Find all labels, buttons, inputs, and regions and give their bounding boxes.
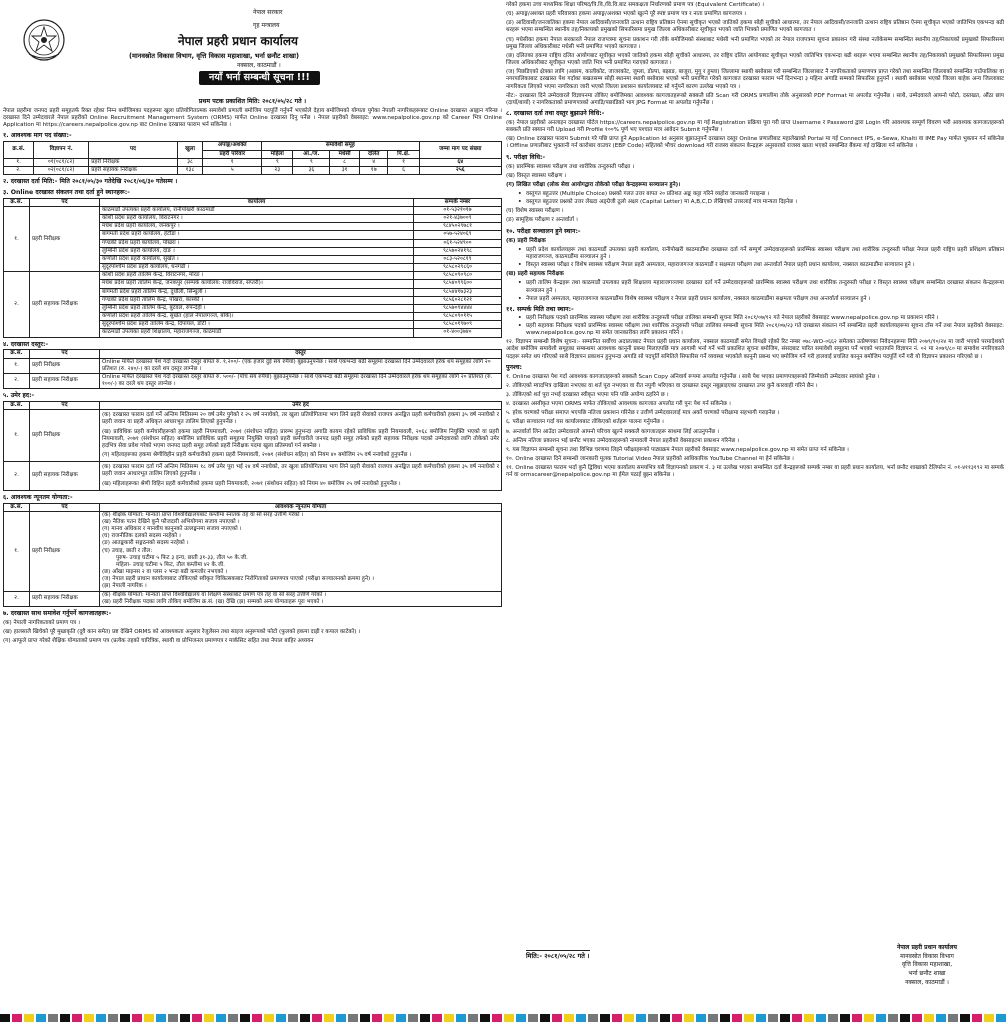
cell: १७ (359, 166, 388, 174)
exam-note-text: वस्तुगत बहुउत्तर प्रश्नको उत्तर लेख्दा अङ्ग्रेजी ठूलो अक्षर (Capital Letter) मा A,B,C,D लेखिएको उत्तरलाई मात्र मान्यता दिइनेछ । (526, 199, 797, 206)
phone-number: ९८५८०९०११५ (414, 313, 502, 321)
postscript-item: ९. यस विज्ञापन सम्बन्धी सूचना तथा विभिन्न चरणमा लिइने परीक्षाहरूको पाठ्यक्रम नेपाल प्रहरीको वेबसाइट www.nepalpolice.gov.np मा समेत प्राप्त गर्न सकिनेछ । (506, 446, 849, 453)
col-phone: सम्पर्क नम्बर (414, 198, 502, 206)
signature-line: वृत्ति विकास महाशाखा, (901, 961, 953, 969)
exam-venue: • प्रहरी प्रदेश कार्यालयहरू तथा काठमाडौं उपत्यका प्रहरी कार्यालय, रानीपोखरी काठमाडौंमा दरखास्त दर्ता गर्ने सम्पूर्ण उम्मेदवारहरूको प्रारम्भिक स्वास्थ्य परीक्षण तथा शारीरिक तन्दुरुस्ती परीक्षा नेपाल प्रहरी राष्ट्रिय प्रहरी प्रशिक्षण प्रतिष्ठान महाराजगञ्ज, काठमाडौंमा सञ्चालन हुने । (518, 246, 1004, 260)
col-sn: क्र.सं. (4, 350, 30, 358)
exam-venue: • नेपाल प्रहरी अस्पताल, महाराजगञ्ज काठमाडौंमा विशेष स्वास्थ्य परीक्षण र नेपाल प्रहरी प्रधान कार्यालय, नक्साल काठमाडौंमा सक्षमता परीक्षण तथा अन्तर्वार्ता सञ्चालन हुने । (518, 296, 1004, 303)
postscript-item: ४. दरखास्त अस्वीकृत भएमा ORMS मार्फत तोकिएको आवश्यक कागजात अपलोड गरी पुनः पेश गर्न सकिनेछ । (506, 401, 731, 408)
postscript-item: ८. अन्तिम नतिजा प्रकाशन भई छनौट भएका उम्मेदवारहरूको नामावली नेपाल प्रहरीको वेबसाइटमा प्रकाशन गरिनेछ । (506, 437, 740, 444)
cell: २. (4, 272, 30, 337)
phone-number: ०२१-४३७००९ (414, 215, 502, 223)
qualification-item: (क) शैक्षिक योग्यता: मान्यता प्राप्त विश्वविद्यालयबाट कम्तीमा स्नातक तह वा सो सरह उत्तीर्ण गरेको । (102, 511, 304, 518)
exam-venue-group: (ख) प्रहरी सहायक निरीक्षक (506, 271, 564, 278)
notice-date: मिति:- २०८१/०५/२८ गते । (526, 952, 590, 960)
col-post: पद (30, 503, 100, 511)
col-open: खुला (177, 142, 203, 158)
postscript-item: ६. परीक्षा सञ्चालन गर्दा यस कार्यालयबाट तोकिएको शर्तहरू पालना गर्नुपर्नेछ । (506, 419, 664, 426)
age-rule: (ख) महिलाहरूका श्रेणी विहिन प्रहरी कर्मचारीको हकमा प्रहरी नियमावली, २०७१ (संशोधन सहित) को नियम ४० बमोजिम २५ वर्ष ननाघेको हुनुपर्नेछ । (102, 480, 401, 487)
signature-block (852, 944, 1002, 987)
col-police-family: प्रहरी परिवार (203, 150, 262, 158)
cell: २. (4, 373, 30, 388)
cell: प्रहरी निरीक्षक (30, 207, 100, 272)
office-name: मधेश प्रदेश प्रहरी कार्यालय, जनकपुर । (100, 223, 414, 231)
cell: प्रहरी सहायक निरीक्षक (89, 166, 177, 174)
cell (100, 511, 502, 591)
table-row (4, 511, 502, 591)
cell: ३६ (293, 166, 330, 174)
table-row (4, 462, 502, 490)
table-row (4, 166, 502, 174)
col-madhesi: मधेसी (330, 150, 360, 158)
col-backward: पि.क्षे. (388, 150, 419, 158)
fee-table (3, 349, 502, 389)
cell: २. (4, 462, 30, 490)
cell: ०१(०८१/८२) (34, 158, 89, 166)
col-post: पद (89, 142, 177, 158)
cell: प्रहरी सहायक निरीक्षक (30, 591, 100, 606)
phone-number: ०८३-५२०८१९ (414, 255, 502, 263)
office-name: सुदूरपश्चिम प्रदेश प्रहरी तालिम केन्द्र, दिपायल, डोटी । (100, 321, 414, 329)
section-10-heading: १०. परीक्षा सञ्चालन हुने स्थान:- (506, 227, 581, 235)
right-column (506, 0, 1004, 1010)
office-name: कर्णाली प्रदेश प्रहरी कार्यालय, सुर्खेत । (100, 255, 414, 263)
table-row (4, 591, 502, 606)
cell: १. (4, 410, 30, 462)
col-post: पद (30, 198, 100, 206)
document-item: गरेको हकमा उच्च माध्यमिक शिक्षा परिषद/त्रि.वि./वि.वि.बाट समकक्षता निर्धारणको प्रमाण पत्र (Equivalent Certificate) । (506, 2, 764, 8)
table-row (4, 158, 502, 166)
nepal-police-emblem-icon (21, 18, 67, 62)
cell: ९ (262, 158, 293, 166)
phone-number: ९८५८०९०९८० (414, 272, 502, 280)
qualification-item: (च) उचाइ, छाती र तौल: (102, 547, 153, 554)
phone-number: ०१-४००३७४० (414, 329, 502, 337)
age-rule: (ग) महिलाहरूका हकमा श्रेणीविहीन प्रहरी कर्मचारीको हकमा प्रहरी नियमावली, २०७१ (संशोधन सहित) को नियम ४० बमोजिम २५ वर्ष ननाघेको हुनुपर्नेछ । (102, 452, 412, 459)
government-label: नेपाल सरकार (253, 9, 283, 16)
collection-centers-table (3, 198, 502, 338)
contact-info-text: प्रहरी सहायक निरीक्षक पदको प्रारम्भिक स्वास्थ्य परीक्षण तथा शारीरिक तन्दुरुस्ती परीक्षा तालिका सम्बन्धी सूचना मिति २०८१/०७/२३ गते दरखास्त संकलन गर्ने सम्बन्धित प्रहरी कार्यालयहरूमा सूचना टाँस गर्ने तथा नेपाल प्रहरीको वेबसाइट: www.nepalpolice.gov.np मा समेत जानकारीका लागि प्रकाशन गरिने । (526, 322, 1004, 337)
phone-number: ९८५८०२९८६० (414, 264, 502, 272)
cell: १. (4, 358, 30, 373)
phone-number: ९८५४०९९६०० (414, 280, 502, 288)
cell: प्रहरी निरीक्षक (30, 410, 100, 462)
exam-method: (ख) विस्तृत स्वास्थ्य परीक्षण । (506, 172, 567, 179)
qualification-item: (क) शैक्षिक योग्यता: मान्यता प्राप्त विश्वविद्यालय वा शिक्षण संस्थाबाट प्रमाण पत्र तह वा सो सरह उत्तीर्ण गरेको । (102, 591, 327, 598)
cell: प्रहरी सहायक निरीक्षक (30, 373, 100, 388)
cell: १. (4, 511, 30, 591)
color-stripe (0, 1014, 1008, 1022)
exam-method: (घ) विशेष स्वास्थ्य परीक्षण । (506, 208, 564, 215)
col-sn: क्र.सं. (4, 198, 30, 206)
section-1-heading: १. आवश्यक माग पद संख्या:- (3, 132, 72, 140)
postscript-item: ५. हरेक चरणको परीक्षा समाप्त भएपछि नतिजा प्रकाशन गरिनेछ र उत्तीर्ण उम्मेदवारलाई मात्र अर्को चरणको परीक्षामा सहभागी गराइनेछ । (506, 410, 780, 417)
cell: १३८ (177, 166, 203, 174)
exam-venue-text: नेपाल प्रहरी अस्पताल, महाराजगञ्ज काठमाडौंमा विशेष स्वास्थ्य परीक्षण र नेपाल प्रहरी प्रधान कार्यालय, नक्साल काठमाडौंमा सक्षमता परीक्षण तथा अन्तर्वार्ता सञ्चालन हुने । (526, 295, 871, 302)
section-11-heading: ११. सम्पर्क मिति तथा स्थान:- (506, 305, 574, 313)
exam-venue-group: (क) प्रहरी निरीक्षक (506, 237, 546, 244)
section-9-heading: ९. परीक्षा विधि:- (506, 153, 546, 161)
cell: ६ (388, 166, 419, 174)
section-4-heading: ४. दरखास्त दस्तुर:- (3, 340, 49, 348)
cell: ६४ (419, 158, 501, 166)
contact-info: • प्रहरी निरीक्षक पदको प्रारम्भिक स्वास्थ्य परीक्षण तथा शारीरिक तन्दुरुस्ती परीक्षा तालिका सम्बन्धी सूचना मिति २०८१/०७/१२ गते नेपाल प्रहरीको वेबसाइट www.nepalpolice.gov.np मा प्रकाशन गरिने । (518, 315, 1004, 322)
office-name: सुदूरपश्चिम प्रदेश प्रहरी कार्यालय, धनगढी । (100, 264, 414, 272)
cell: ४ (359, 158, 388, 166)
cell: Online मार्फत दरखास्त पेश गर्दा दरखास्त दस्तुर बापत रु. १,२००/- (एक हजार दुई सय रुपैयाँ) बुझाउनुपर्नेछ । साथै एकभन्दा बढी समूहमा दरखास्त दिने उम्मेदवारले हरेक थप समूहका लागि २० प्रतिशत (रु. २४०/-) का दरले थप दस्तुर लाग्नेछ । (100, 358, 502, 373)
signature-line: नक्साल, काठमाडौं । (905, 978, 949, 986)
office-name: लुम्बिनी प्रदेश प्रहरी कार्यालय, दाङ । (100, 247, 414, 255)
col-ad-no: विज्ञापन नं. (34, 142, 89, 158)
application-step: (क) नेपाल प्रहरीको अनलाइन दरखास्त पोर्टल https://careers.nepalpolice.gov.np मा गई Registration प्रक्रिया पूरा गरी प्राप्त Username र Password द्वारा Login गरि आवश्यक सम्पूर्ण विवरण भरी आवश्यक कागजातहरूको सक्कलै प्रति स्क्यान गरी Upload गरी Profile १००% पूर्ण भए पश्चात मात्र आवेदन Submit गर्नुपर्नेछ । (506, 119, 1004, 134)
document-item: (क) नेपाली नागरिकताको प्रमाण पत्र । (3, 619, 81, 626)
left-column (3, 0, 502, 1010)
postscript-item: २. तोकिएको म्यादभित्र दाखिला नभएका वा शर्त पूरा नभएका वा रीत नपुगी भरिएका वा दरखास्त दस्तुर नबुझाइएका दरखास्त उपर कुनै कारवाही गरिने छैन । (506, 382, 818, 389)
postscript-item: ११. Online दरखास्त फाराम भर्दा कुनै द्विविधा भएमा कार्यालय समयभित्र यसै विज्ञापनको प्रकरण नं. ३ मा उल्लेख भएका सम्बन्धित दर्ता केन्द्रहरूको सम्पर्क नम्बर वा प्रहरी प्रधान कार्यालय, भर्ना छनौट शाखाको टेलिफोन नं. ०१-४११३१९२ मा सम्पर्क गर्न वा ormscareer@nepalpolice.gov.np मा ईमेल पठाई बुझ्न सकिनेछ । (506, 465, 1004, 479)
col-post: पद (30, 350, 100, 358)
office-name: कर्णाली प्रदेश प्रहरी तालिम केन्द्र, सुर्खेत (हाल नेपालगञ्ज, बाँके)। (100, 313, 414, 321)
col-post: पद (30, 402, 100, 410)
cell: Online मार्फत दरखास्त पेश गर्दा दरखास्त दस्तुर बापत रु. ५००/- (पाँच सय रुपैयाँ) बुझाउनुपर्नेछ । साथै एकभन्दा बढी समूहमा दरखास्त दिने उम्मेदवारले हरेक थप समूहका लागि २० प्रतिशत (रु. १००/-) का दरले थप दस्तुर लाग्नेछ । (100, 373, 502, 388)
phone-number: ९८५७०२४१९८ (414, 247, 502, 255)
signature-line: भर्ना छनौट शाखा (908, 970, 946, 978)
contact-info: • प्रहरी सहायक निरीक्षक पदको प्रारम्भिक स्वास्थ्य परीक्षण तथा शारीरिक तन्दुरुस्ती परीक्षा तालिका सम्बन्धी सूचना मिति २०८१/०७/२३ गते दरखास्त संकलन गर्ने सम्बन्धित प्रहरी कार्यालयहरूमा सूचना टाँस गर्ने तथा नेपाल प्रहरीको वेबसाइट: www.nepalpolice.gov.np मा समेत जानकारीका लागि प्रकाशन गरिने । (518, 322, 1004, 337)
cell: २. (4, 166, 34, 174)
qualification-item: (ख) प्रहरी निरीक्षक पदका लागि तोकिए बमोजिम क्र.सं. (ख) देखि (झ) सम्मको अन्य योग्यताहरू पूरा भएको । (102, 598, 324, 605)
postscript-list (506, 374, 1004, 480)
office-name: लुम्बिनी प्रदेश प्रहरी तालिम केन्द्र, बुटवल, रुपन्देही । (100, 304, 414, 312)
cell: २५६ (419, 166, 501, 174)
section-3-heading: ३. Online दरखास्त संकलन तथा दर्ता हुने स्थानहरू:- (3, 188, 130, 196)
qualification-item: महिला- उचाइ घटीमा ५ फिट, तौल कम्तीमा ४२ के.जी. (116, 561, 225, 568)
print-color-bar (0, 1012, 1008, 1024)
table-row (4, 410, 502, 462)
exam-venue-text: प्रहरी तालिम केन्द्रहरू तथा काठमाडौं उपत्यका प्रहरी शिक्षालय महाराजगञ्जमा दरखास्त दर्ता गर्ने उम्मेदवारहरूको प्रारम्भिक स्वास्थ्य परीक्षण तथा शारीरिक तन्दुरुस्ती परीक्षा र विस्तृत स्वास्थ्य परीक्षण सम्बन्धित दरखास्त संकलन केन्द्रहरूमा सञ्चालन हुने । (526, 280, 1004, 294)
exam-venue-text: विस्तृत स्वास्थ्य परीक्षा र विशेष स्वास्थ्य परीक्षण नेपाल प्रहरी अस्पताल, महाराजगञ्ज काठमाडौं र सक्षमता परीक्षण तथा अन्तर्वार्ता नेपाल प्रहरी प्रधान कार्यालय, नक्साल काठमाडौंमा सञ्चालन हुने । (526, 262, 915, 269)
age-rule: (क) दरखास्त फाराम दर्ता गर्ने अन्तिम मितिसम्म २० वर्ष उमेर पुगेको र २५ वर्ष ननाघेको, तर खुला प्रतियोगितामा भाग लिने प्रहरी सेवाको राजपत्र अनङ्कित प्रहरी कर्मचारीको हकमा ३५ वर्ष ननाघेको र प्रहरी जवान वा प्रहरी अधिकृत आधारभूत तालिम लिएको हुनुपर्नेछ । (102, 412, 499, 426)
office-name: कोशी प्रदेश प्रहरी कार्यालय, विराटनगर । (100, 215, 414, 223)
exam-method: (ग) लिखित परीक्षा (लोक सेवा आयोगद्वारा तोकेको परीक्षा केन्द्रहरूमा सञ्चालन हुने)। (506, 181, 681, 188)
cell: १ (388, 158, 419, 166)
application-step: (ख) Online दरखास्त फाराम Submit गरे पछि प्राप्त हुने Application Id अनुसार बुझाउनुपर्ने दरखास्त दस्तुर Online प्रणालीबाट महालेखाको Portal मा गई Connect IPS, e-Sewa, Khalti वा IME Pay मार्फत भुक्तान गर्न सकिनेछ । Offline प्रणालीबाट भुक्तानी गर्न कारोबार वाउचर (EBP Code) सहितको भौचर download गरी राजस्व संकलन केन्द्रहरू अनुसारको राजस्व खाता भएको सम्बन्धित बैंकमा गई दाखिला गर्न सकिनेछ । (506, 136, 1004, 150)
postscript-heading: पुनश्च: (506, 363, 522, 371)
document-item: (ज) पिछडिएको क्षेत्रका लागि (अछाम, कालीकोट, जाजरकोट, जुम्ला, डोल्पा, बझाङ, बाजुरा, मुगु र हुम्ला) जिल्लामा स्थायी बसोबास गरी सम्बन्धित जिल्लाबाट नै नागरिकताको प्रमाणपत्र प्राप्त गरेको तथा सम्बन्धित जिल्लाको सम्बन्धित गाउँपालिका वा नगरपालिकाबाट दरखास्त पेश गर्दाका बखतसम्म सोही स्थानमा स्थायी बसोबास भएको भनी प्रमाणित गरेको कागजात दरखास्त फाराम भर्ने दिनभन्दा ३ महिना अगाडि सम्मको सिफारिस हुनुपर्ने । स्थायी बसोबास भएको जिल्ला बाहेक अन्य जिल्लाबाट नागरिकता लिएको भएमा नागरिकता जारी भएको जिल्ला प्रशासन कार्यालयबाट सो गर्नुपर्ने कारण उल्लेख भएको पत्र । (506, 69, 1004, 90)
document-item: (घ) अपाङ्ग/अशक्त प्रहरी परिवारका हकमा अपाङ्ग/अशक्त भएको खुल्ने पूरै स्पष्ट प्रमाण पत्र र नाता प्रमाणित कागजपत्र । (506, 11, 746, 18)
col-fee: दस्तुर (100, 350, 502, 358)
cell: ९ (293, 158, 330, 166)
cell: प्रहरी सहायक निरीक्षक (30, 462, 100, 490)
cell: २३ (262, 166, 293, 174)
notice-header (3, 0, 502, 96)
col-dalit: दलित (359, 150, 388, 158)
phone-number: ९८५७०९४४४४ (414, 304, 502, 312)
exam-note: • वस्तुगत बहुउत्तर प्रश्नको उत्तर लेख्दा अङ्ग्रेजी ठूलो अक्षर (Capital Letter) मा A,B,C,D लेखिएको उत्तरलाई मात्र मान्यता दिइनेछ । (518, 199, 1004, 206)
qualification-item: (झ) नेपाली नागरिक । (102, 583, 147, 590)
col-sn: क्र.सं. (4, 402, 30, 410)
age-limit-table (3, 401, 502, 491)
phone-number: ९८५६०२८१२१ (414, 296, 502, 304)
col-inclusive: समावेशी समूह (262, 142, 419, 150)
document-item: (ग) आफूले प्राप्त गरेको शैक्षिक योग्यताको प्रमाण पत्र (प्रत्येक तहको चारित्रिक, स्थायी वा प्रोभिजनल प्रमाणपत्र र मार्कसिट सहित तथा नेपाल बाहिर अध्ययन (3, 638, 314, 645)
cell: प्रहरी निरीक्षक (30, 511, 100, 591)
cell (100, 462, 502, 490)
table-row (4, 207, 502, 215)
office-name: बागमती प्रदेश प्रहरी तालिम केन्द्र, दुधौली, सिन्धुली । (100, 288, 414, 296)
exam-venue-text: प्रहरी प्रदेश कार्यालयहरू तथा काठमाडौं उपत्यका प्रहरी कार्यालय, रानीपोखरी काठमाडौंमा दरखास्त दर्ता गर्ने सम्पूर्ण उम्मेदवारहरूको प्रारम्भिक स्वास्थ्य परीक्षण तथा शारीरिक तन्दुरुस्ती परीक्षा नेपाल प्रहरी राष्ट्रिय प्रहरी प्रशिक्षण प्रतिष्ठान महाराजगञ्ज, काठमाडौंमा सञ्चालन हुने । (526, 246, 1004, 260)
section-2-heading: २. दरखास्त दर्ता मिति:- मिति २०८१/०५/३० गतेदेखि २०८१/०६/३० गतेसम्म । (3, 177, 178, 185)
cell (100, 410, 502, 462)
phone-number: ०१-५३२१०१७ (414, 207, 502, 215)
exam-note-text: वस्तुगत बहुउत्तर (Multiple Choice) प्रश्नको गलत उत्तर बापत २० प्रतिशत अङ्क कट्टा गरिने व्यहोरा जानकारी गराइन्छ । (526, 191, 770, 197)
col-office: कार्यालय (100, 198, 414, 206)
office-name: कोशी प्रदेश प्रहरी तालिम केन्द्र, विराटनगर, मोरङ । (100, 272, 414, 280)
special-notice: १२. विज्ञापन सम्बन्धी विशेष सूचना:- सम्मानित सर्वोच्च अदालतबाट नेपाल प्रहरी प्रधान कार्यालय, नक्साल काठमाडौं समेत विपक्षी रहेको रिट नम्बर ०७८-WO-०६६२ समेतका उत्प्रेषणका निवेदनहरूमा मिति २०७९/१०/२४ मा जारी भएको परमादेशको आदेश बमोजिम समावेशी समूहका सम्बन्धमा आवश्यक कानूनी प्रबन्ध मिलाएपछि मात्र आगामी भर्ना गर्ने भनी प्रकाशित सूचना बमोजिम, संसदबाट पारित समावेशी समूहमा पर्ने भएको भएतापनि विज्ञापन नं. ०२ मा २०७९/८० मा समावेश नगरिएकाले पदहरू समेत थप गरिएको साथै विज्ञापन प्रकाशन हुनुभन्दा अगाडि सो पदपूर्ति समितिले सिफारिस गर्ने व्यवस्था भएकोले कानूनी प्रबन्ध भए बमोजिम गर्ने गरी हालवाई प्रचलित कानून बमोजिम पदपूर्ति गर्ने गरी यो विज्ञापन प्रकाशन गरिएको छ । (506, 339, 1004, 360)
cell: १. (4, 158, 34, 166)
office-subtitle: (मानवस्रोत विकास विभाग, वृत्ति विकास महाशाखा, भर्ना छनौट शाखा) (129, 52, 299, 60)
cell: प्रहरी निरीक्षक (30, 358, 100, 373)
cell: ५ (203, 166, 262, 174)
table-row (4, 373, 502, 388)
section-6-heading: ६. आवश्यक न्यूनतम योग्यता:- (3, 493, 73, 501)
col-sn: क्र.सं. (4, 142, 34, 158)
col-total: जम्मा माग पद संख्या (419, 142, 501, 158)
office-name: गण्डकी प्रदेश प्रहरी कार्यालय, पोखरा । (100, 239, 414, 247)
note-paragraph: नोट:- दरखास्त दिने उम्मेदवारले विज्ञापनमा तोकिए बमोजिमका आवश्यक कागजातहरूको सक्कलै प्रति Scan गरी ORMS प्रणालीमा तोके अनुसारको PDF Format मा अपलोड गर्नुपर्नेछ । साथै, उम्मेदवारले आफ्नो फोटो, दस्तखत, औंठा छाप (दायाँ/बायाँ) र नागरिकताको प्रमाणपत्रको अगाडि/पछाडिको भाग JPG Format मा अपलोड गर्नुपर्नेछ । (506, 92, 1004, 106)
cell: ३१ (330, 166, 360, 174)
exam-venue: • विस्तृत स्वास्थ्य परीक्षा र विशेष स्वास्थ्य परीक्षण नेपाल प्रहरी अस्पताल, महाराजगञ्ज काठमाडौं र सक्षमता परीक्षण तथा अन्तर्वार्ता नेपाल प्रहरी प्रधान कार्यालय, नक्साल काठमाडौंमा सञ्चालन हुने । (518, 262, 1004, 269)
exam-method: (क) प्रारम्भिक स्वास्थ्य परीक्षण तथा शारीरिक तन्दुरुस्ती परीक्षा । (506, 163, 635, 170)
office-name: काठमाडौं उपत्यका प्रहरी शिक्षालय, महाराजगञ्ज, काठमाडौं (100, 329, 414, 337)
qualification-item: (ज) नेपाल प्रहरी प्राधान कार्यालयबाट तोकिएको स्वीकृत चिकित्सकबाट निरोगिताको प्रमाणपत्र पाएको (परीक्षा सञ्चालनको क्रममा हुने) । (102, 576, 375, 583)
notice-banner: नयाँ भर्ना सम्बन्धी सूचना !!! (199, 71, 320, 85)
exam-method: (ङ) सामूहिक परीक्षण र अन्तर्वार्ता । (506, 217, 578, 224)
phone-number: ९८५८०१९७०९ (414, 321, 502, 329)
age-rule: (ख) प्राविधिक प्रहरी कर्मचारीहरूको हकमा प्रहरी नियमावली, २०७१ (संशोधन सहित) प्रारम्भ हुनुभन्दा अगाडि कायम रहेको प्राविधिक प्रहरी नियमावली, २०६८ बमोजिम नियुक्ति भएको वा प्रहरी नियमावली, २०७१ (संशोधन सहित) बमोजिम प्राविधिक प्रहरी समूहमा नियुक्ति पाएको प्रहरी कर्मचारीले जनपद प्रहरी समूह तर्फको प्रहरी सहायक निरीक्षक पदको उम्मेदवारको लागि तोकेको उमेर हदभित्र सेवा प्रवेश गरेको भएमा जनपद प्रहरी समूह तर्फको प्रहरी निरीक्षक पदमा खुला प्रतिस्पर्धा गर्न सक्नेछ । (102, 428, 499, 449)
ministry-label: गृह मन्त्रालय (253, 22, 280, 29)
publication-date: प्रथम पटक प्रकाशित मिति: २०८१/०५/२८ गते । (198, 98, 307, 105)
cell: ०२(०८१/८२) (34, 166, 89, 174)
cell: प्रहरी सहायक निरीक्षक (30, 272, 100, 337)
phone-number: ९८४५०२९७८१ (414, 223, 502, 231)
office-name: मधेश प्रदेश प्रहरी तालिम केन्द्र, जनकपुर (सम्पर्क कार्यालय: राजविराज, सप्तरी)। (100, 280, 414, 288)
contact-info-text: प्रहरी निरीक्षक पदको प्रारम्भिक स्वास्थ्य परीक्षण तथा शारीरिक तन्दुरुस्ती परीक्षा तालिका सम्बन्धी सूचना मिति २०८१/०७/१२ गते नेपाल प्रहरीको वेबसाइट www.nepalpolice.gov.np मा प्रकाशन गरिने । (526, 314, 939, 321)
signature-line: मानवस्रोत विकास विभाग (900, 952, 954, 960)
col-aj: आ./ज. (293, 150, 330, 158)
qualification-item: पुरुष- उचाइ घटीमा ५ फिट ३ इन्च, छाती ३१-३३, तौल ५० के.जी. (116, 554, 248, 561)
office-title: नेपाल प्रहरी प्रधान कार्यालय (178, 34, 298, 48)
phone-number: ०६१-५२४९०० (414, 239, 502, 247)
phone-number: ९८५४४१७३२३ (414, 288, 502, 296)
table-row (4, 272, 502, 280)
qualification-item: (छ) आँखा माइनस २ वा प्लस २ भन्दा बढी कमजोर नभएको । (102, 569, 228, 576)
exam-note: • वस्तुगत बहुउत्तर (Multiple Choice) प्रश्नको गलत उत्तर बापत २० प्रतिशत अङ्क कट्टा गरिने व्यहोरा जानकारी गराइन्छ । (518, 191, 1004, 198)
section-8-heading: ८. दरखास्त दर्ता तथा दस्तुर बुझाउने विधि:- (506, 110, 605, 118)
document-item: (च) मधेसीका हकमा नेपाल सरकारले नेपाल राजपत्रमा सूचना प्रकाशन गरी तोके बमोजिमको संस्थाबाट मधेसी भनी प्रमाणित भएको तर नेपाल राजपत्रमा सूचना प्रकाशन गरी संस्था नतोकेसम्म सम्बन्धित स्थानीय तह/निकायको प्रमुखको सिफारिसमा प्रमुख जिल्ला अधिकारीबाट मधेसी भनी प्रमाणित भएको कागजात । (506, 36, 1004, 50)
section-7-heading: ७. दरखास्त साथ समावेश गर्नुपर्ने कागजातहरू:- (3, 609, 112, 617)
qualification-item: (ङ) आतङ्ककारी सङ्गठनको सदस्य नरहेको । (102, 540, 189, 547)
cell: ८ (330, 158, 360, 166)
vacancy-table (3, 141, 502, 175)
intro-paragraph: नेपाल प्रहरीमा जनपद प्रहरी समूहतर्फ रिक्त रहेका निम्न बमोजिमका पदहरूमा खुला प्रतियोगितात्मक समावेशी प्रणाली बमोजिम पदपूर्ति गर्नुपर्ने भएकोले देहाय बमोजिमको योग्यता पुगेका नेपाली नागरिकहरूबाट Online दरखास्त आह्वान गरिन्छ । दरखास्त दिने उम्मेदवारले नेपाल प्रहरीको Online Recruitment Management System (ORMS) मार्फत Online दरखास्त दिनु पर्नेछ । नेपाल प्रहरीको वेबसाइट: www.nepalpolice.gov.np को Career भित्र Online Application मा https://careers.nepalpolice.gov.np बाट Online दरखास्त फाराम भर्न सकिनेछ । (3, 107, 502, 129)
cell: १ (203, 158, 262, 166)
col-age: उमेर हद (100, 402, 502, 410)
section-5-heading: ५. उमेर हद:- (3, 392, 35, 400)
postscript-item: ३. तोकिएको शर्त पूरा नभई दरखास्त स्वीकृत भएमा पनि पछि अयोग्य ठहरिने छ । (506, 391, 669, 398)
document-item: (छ) दलितका हकमा राष्ट्रिय दलित आयोगबाट सूचीकृत भएको जातिको हकमा सोही सूचीको आधारमा, तर राष्ट्रिय दलित आयोगबाट सूचीकृत भएको जातिभित्र एकभन्दा बढी थरहरू भएमा सम्बन्धित स्थानीय तह/निकायको प्रमुखको सिफारिसमा प्रमुख जिल्ला अधिकारीबाट सूचीकृत भएको जाति भित्र भनी प्रमाणित गराएको कागजात । (506, 52, 1004, 67)
qualification-item: (ग) मानव अधिकार र मानवीय कानूनको उल्लङ्घनमा सजाय नपाएको । (102, 526, 242, 533)
office-name: गण्डकी प्रदेश प्रहरी तालिम केन्द्र, पोखरा, कास्की । (100, 296, 414, 304)
qualification-table (3, 503, 502, 607)
col-qualification: आवश्यक न्यूनतम योग्यता (100, 503, 502, 511)
col-women: महिला (262, 150, 293, 158)
postscript-item: १०. Online दरखास्त दिने सम्बन्धी जानकारी मूलक Tutorial Video नेपाल प्रहरीको आधिकारिक YouTube Channel मा हेर्न सकिनेछ । (506, 456, 794, 463)
table-row (4, 358, 502, 373)
qualification-item: (ख) नैतिक पतन देखिने कुनै फौजदारी अभियोगमा सजाय नपाएको । (102, 518, 240, 525)
signature-line: नेपाल प्रहरी प्रधान कार्यालय (897, 944, 957, 951)
cell: प्रहरी निरीक्षक (89, 158, 177, 166)
age-rule: (क) दरखास्त फाराम दर्ता गर्ने अन्तिम मितिसम्म १८ वर्ष उमेर पूरा भई २४ वर्ष ननाघेको, तर खुला प्रतियोगितामा भाग लिने प्रहरी सेवाको राजपत्र अनङ्कित प्रहरी कर्मचारीको हकमा ३५ वर्ष ननाघेको र प्रहरी जवान आधारभूत तालिम लिएको हुनुपर्नेछ । (102, 464, 499, 478)
cell: १. (4, 207, 30, 272)
document-item: (ख) हालसालै खिचेको पूरै मुखाकृति (दुवै कान समेत) प्रष्ट देखिने ORMS को आवश्यकता अनुसार रेजुलेसन तथा साइज अनुरूपको फोटो (फुलको हकमा दाह्री र कपाल काटेको) । (3, 628, 361, 635)
document-item: (ङ) आदिवासी/जनजातिका हकमा नेपाल आदिवासी/जनजाति उत्थान राष्ट्रिय प्रतिष्ठान ऐनमा सूचीकृत भएको जातिको हकमा सोही सूचीको आधारमा, तर नेपाल आदिवासी/जनजाति उत्थान राष्ट्रिय प्रतिष्ठान ऐनमा सूचीकृत भएको जातिभित्र एकभन्दा बढी थरहरू भएमा सम्बन्धित स्थानीय तह/निकायको प्रमुखको सिफारिसमा प्रमुख जिल्ला अधिकारीबाट सूचीकृत भएको जाति भित्रको प्रमाणित भएको कागजात । (506, 20, 1004, 34)
office-name: काठमाडौं उपत्यका प्रहरी कार्यालय, रानीपोखरी काठमाडौं (100, 207, 414, 215)
col-sn: क्र.सं. (4, 503, 30, 511)
postscript-item: ७. अन्तर्वार्ता लिन आउँदा उम्मेदवारले आफ्नो परिचय खुल्ने सक्कलै कागजातहरू साथमा लिई आउनुपर्नेछ । (506, 428, 720, 435)
cell: ३८ (177, 158, 203, 166)
postscript-item: १. Online दरखास्त पेश गर्दा आवश्यक कागजातहरूको सक्कलै Scan Copy अनिवार्य रूपमा अपलोड गर्नुपर्नेछ । साथै पेश भएका प्रमाणपत्रहरूको जिम्मेवारी उम्मेदवार स्वयंको हुनेछ । (506, 373, 880, 380)
office-name: बागमती प्रदेश प्रहरी कार्यालय, हेटौंडा । (100, 231, 414, 239)
cell: २. (4, 591, 30, 606)
cell (100, 591, 502, 606)
phone-number: ०५७-५२४०६९ (414, 231, 502, 239)
col-disabled: अपाङ्ग/अशक्त (203, 142, 262, 150)
exam-venue: • प्रहरी तालिम केन्द्रहरू तथा काठमाडौं उपत्यका प्रहरी शिक्षालय महाराजगञ्जमा दरखास्त दर्ता गर्ने उम्मेदवारहरूको प्रारम्भिक स्वास्थ्य परीक्षण तथा शारीरिक तन्दुरुस्ती परीक्षा र विस्तृत स्वास्थ्य परीक्षण सम्बन्धित दरखास्त संकलन केन्द्रहरूमा सञ्चालन हुने । (518, 280, 1004, 294)
office-location: नक्साल, काठमाडौं । (237, 62, 281, 69)
qualification-item: (घ) राजनीतिक दलको सदस्य नरहेको । (102, 533, 181, 540)
